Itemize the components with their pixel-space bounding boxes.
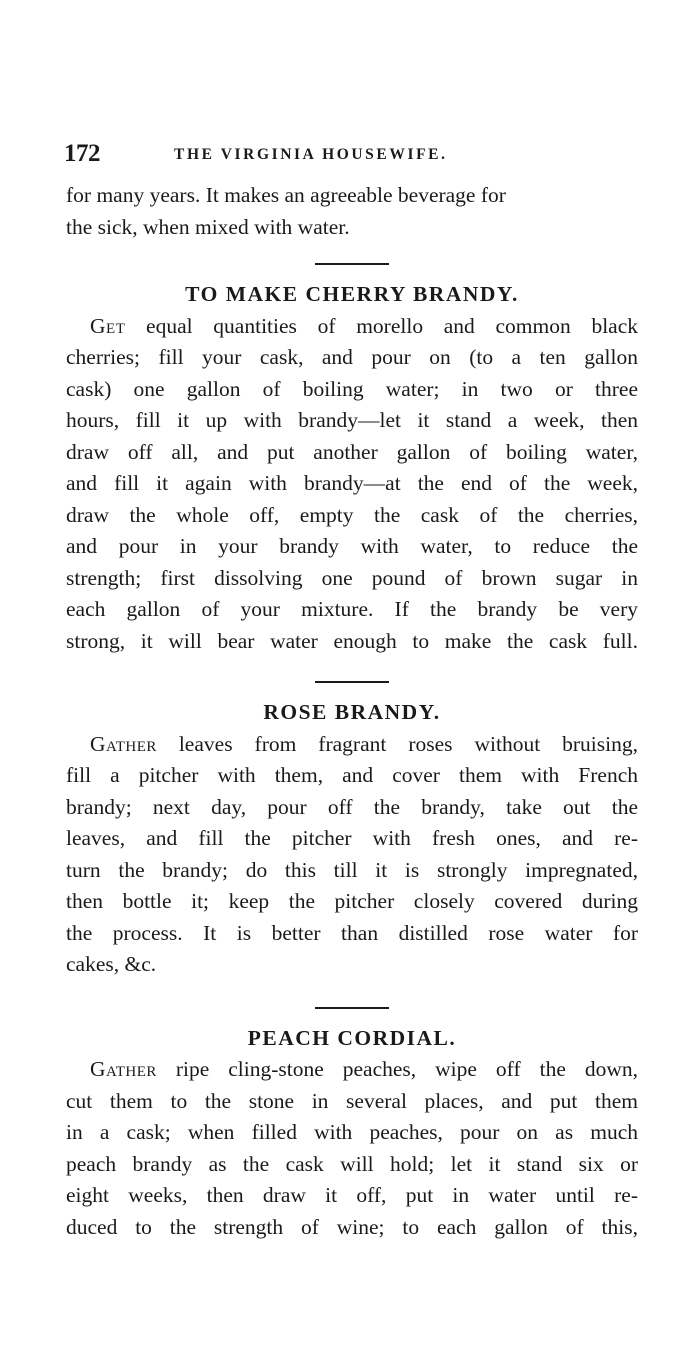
recipe-cherry-brandy xyxy=(66,311,638,658)
recipe-peach-cordial xyxy=(66,1054,638,1243)
text-line: fill a pitcher with them, and cover them with French xyxy=(66,763,638,787)
recipe-rose-brandy xyxy=(66,729,638,981)
section-heading-cherry-brandy: TO MAKE CHERRY BRANDY. xyxy=(185,282,519,306)
running-head: THE VIRGINIA HOUSEWIFE. xyxy=(174,146,448,163)
drop-word: Get xyxy=(90,313,126,338)
drop-word: Gather xyxy=(90,731,157,756)
text-line: duced to the strength of wine; to each gallon of this, xyxy=(66,1214,638,1239)
text-line: brandy; next day, pour off the brandy, take out the xyxy=(66,794,638,819)
text-line xyxy=(66,1054,638,1086)
text-line xyxy=(66,729,638,761)
text-line: for many years. It makes an agreeable beverage for xyxy=(66,183,506,207)
intro-paragraph xyxy=(66,180,638,243)
text-line: cask) one gallon of boiling water; in two or three xyxy=(66,376,638,401)
text-line: cut them to the stone in several places, and put them xyxy=(66,1088,638,1113)
line-rest: leaves from fragrant roses without bruising, xyxy=(156,731,638,756)
text-line: peach brandy as the cask will hold; let it stand six or xyxy=(66,1151,638,1176)
text-line: cakes, &c. xyxy=(66,952,157,976)
text-line: in a cask; when filled with peaches, pour on as much xyxy=(66,1120,638,1144)
text-line: hours, fill it up with brandy—let it stand a week, then xyxy=(66,408,638,432)
text-line: the process. It is better than distilled rose water for xyxy=(66,920,638,945)
text-line: turn the brandy; do this till it is strongly impregnated, xyxy=(66,857,638,882)
text-line: strength; first dissolving one pound of brown sugar in xyxy=(66,565,638,590)
text-line: draw the whole off, empty the cask of the cherries, xyxy=(66,502,638,527)
line-rest: equal quantities of morello and common black xyxy=(125,313,638,338)
text-line: strong, it will bear water enough to make the cask full. xyxy=(66,628,638,653)
text-line: draw off all, and put another gallon of boiling water, xyxy=(66,439,638,464)
text-line: eight weeks, then draw it off, put in water until re- xyxy=(66,1183,638,1207)
text-line: then bottle it; keep the pitcher closely covered during xyxy=(66,889,638,913)
section-heading-peach-cordial: PEACH CORDIAL. xyxy=(247,1025,457,1050)
page-header xyxy=(66,140,638,180)
drop-word: Gather xyxy=(90,1057,157,1081)
page-number: 172 xyxy=(64,140,100,167)
text-line: cherries; fill your cask, and pour on (to a ten gallon xyxy=(66,345,638,369)
text-line: each gallon of your mixture. If the brandy be very xyxy=(66,597,638,621)
text-line: and pour in your brandy with water, to reduce the xyxy=(66,534,638,558)
text-line: the sick, when mixed with water. xyxy=(66,214,350,239)
section-heading-rose-brandy: ROSE BRANDY. xyxy=(263,700,441,724)
text-line xyxy=(66,311,638,343)
line-rest: ripe cling-stone peaches, wipe off the down, xyxy=(156,1057,638,1081)
book-page xyxy=(66,140,638,1243)
text-line: leaves, and fill the pitcher with fresh ones, and re- xyxy=(66,826,638,850)
text-line: and fill it again with brandy—at the end of the week, xyxy=(66,471,638,495)
